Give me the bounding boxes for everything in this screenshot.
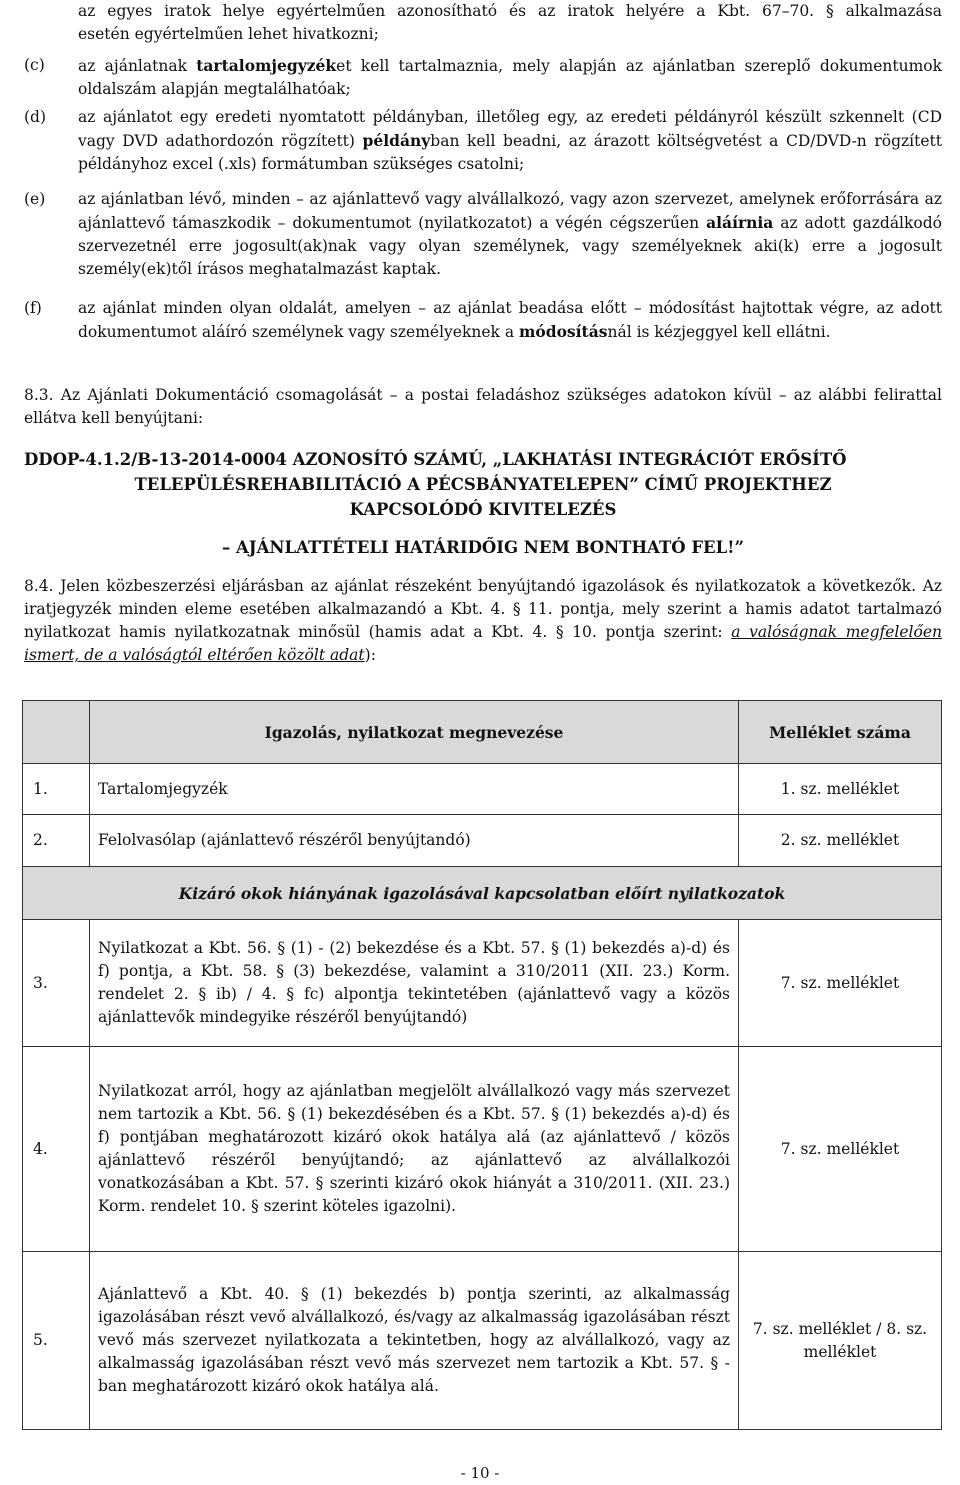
- package-label-line-3: KAPCSOLÓDÓ KIVITELEZÉS: [349, 500, 617, 519]
- table-header-row: [23, 701, 942, 764]
- table-cell-num: 3.: [23, 920, 90, 1047]
- table-cell-num: 1.: [23, 764, 90, 815]
- paragraph-8-3: 8.3. Az Ajánlati Dokumentáció csomagolását – a postai feladáshoz szükséges adatokon kívül – az alábbi felirattal ellátva kell benyújtani:: [24, 386, 942, 427]
- list-item-text: az ajánlatban lévő, minden – az ajánlattevő vagy alvállalkozó, vagy azon szervezet, amelynek erőforrására az ajánlattevő támaszkodik – dokumentumot (nyilatkozatot) a végén cégszerűen aláírnia az adott gazdálkodó szervezetnél erre jogosult(ak)nak vagy olyan személynek, vagy személyeknek aki(k) erre a jogosult személy(ek)től írásos meghatalmazást kaptak.: [78, 190, 942, 278]
- list-item-text: az ajánlatnak tartalomjegyzéket kell tartalmaznia, mely alapján az ajánlatban szereplő dokumentumok oldalszám alapján megtalálhatóak;: [78, 56, 943, 98]
- list-item-text: az ajánlatot egy eredeti nyomtatott példányban, illetőleg egy, az eredeti példányról készült szkennelt (CD vagy DVD adathordozón rögzített) példányban kell beadni, az árazott költségvetést a CD/DVD-n rögzített példányhoz excel (.xls) formátumban szükséges csatolni;: [78, 108, 943, 173]
- paragraph-8-4: 8.4. Jelen közbeszerzési eljárásban az ajánlat részeként benyújtandó igazolások és nyilatkozatok a következők. Az iratjegyzék minden eleme esetében alkalmazandó a Kbt. 4. § 11. pontja, mely szerint a hamis adatot tartalmazó nyilatkozat hamis nyilatkozatnak minősül (hamis adat a Kbt. 4. § 10. pontja szerint: a valóságnak megfelelően ismert, de a valóságtól eltérően közölt adat):: [24, 577, 942, 664]
- table-cell-name: Ajánlattevő a Kbt. 40. § (1) bekezdés b) pontja szerinti, az alkalmasság igazolásában részt vevő alvállalkozó, és/vagy az alkalmasság igazolásában részt vevő más szervezet nyilatkozata a tekintetben, hogy az alvállalkozó, vagy az alkalmasság igazolásában részt vevő más szervezet nem tartozik a Kbt. 57. § -ban meghatározott kizáró okok hatálya alá.: [90, 1252, 739, 1430]
- table-cell-ref: 2. sz. melléklet: [739, 815, 942, 867]
- table-row: [23, 815, 942, 867]
- table-section-row: [23, 867, 942, 920]
- table-row: [23, 1047, 942, 1252]
- paragraph-8-4-emphasis: a valóságnak megfelelően ismert, de a valóságtól eltérően közölt adat: [24, 623, 942, 664]
- table-row: [23, 764, 942, 815]
- list-item-d: [24, 106, 942, 176]
- table-cell-ref: 7. sz. melléklet: [739, 1047, 942, 1252]
- table-section-title: Kizáró okok hiányának igazolásával kapcsolatban előírt nyilatkozatok: [23, 867, 942, 920]
- intro-continuation: [78, 0, 942, 46]
- table-header-name: Igazolás, nyilatkozat megnevezése: [90, 701, 739, 764]
- table-cell-name: Nyilatkozat a Kbt. 56. § (1) - (2) bekezdése és a Kbt. 57. § (1) bekezdés a)-d) és f) pontja, a Kbt. 58. § (3) bekezdése, valamint a 310/2011 (XII. 23.) Korm. rendelet 2. § ib) / 4. § fc) alpontja tekintetében (ajánlattevő vagy a közös ajánlattevők mindegyike részéről benyújtandó): [90, 920, 739, 1047]
- table-cell-num: 4.: [23, 1047, 90, 1252]
- table-cell-name: Felolvasólap (ajánlattevő részéről benyújtandó): [90, 815, 739, 867]
- table-cell-name: Tartalomjegyzék: [90, 764, 739, 815]
- list-item-label: (f): [24, 299, 42, 317]
- table-header-ref: Melléklet száma: [739, 701, 942, 764]
- list-item-e: [24, 188, 942, 281]
- list-item-text: az ajánlat minden olyan oldalát, amelyen – az ajánlat beadása előtt – módosítást hajtottak végre, az adott dokumentumot aláíró személynek vagy személyeknek a módosításnál is kézjeggyel kell ellátni.: [78, 299, 942, 341]
- list-item-label: (c): [24, 56, 45, 74]
- intro-line-2: esetén egyértelműen lehet hivatkozni;: [78, 25, 379, 43]
- package-label-warning: – AJÁNLATTÉTELI HATÁRIDŐIG NEM BONTHATÓ FEL!”: [222, 538, 744, 557]
- table-cell-ref: 7. sz. melléklet: [739, 920, 942, 1047]
- table-cell-ref: 1. sz. melléklet: [739, 764, 942, 815]
- table-row: [23, 1252, 942, 1430]
- list-item-c: [24, 54, 942, 101]
- list-item-label: (e): [24, 190, 46, 208]
- table-cell-num: 2.: [23, 815, 90, 867]
- table-cell-num: 5.: [23, 1252, 90, 1430]
- table-cell-ref: 7. sz. melléklet / 8. sz. melléklet: [739, 1252, 942, 1430]
- table-row: [23, 920, 942, 1047]
- package-label-line-1: DDOP-4.1.2/B-13-2014-0004 AZONOSÍTÓ SZÁMÚ, „LAKHATÁSI INTEGRÁCIÓT ERŐSÍTŐ: [24, 450, 847, 469]
- list-item-f: [24, 297, 942, 344]
- table-header-num: [23, 701, 90, 764]
- intro-line-1: az egyes iratok helye egyértelműen azonosítható és az iratok helyére a Kbt. 67–70. § alkalmazása: [78, 2, 942, 20]
- documents-table: [22, 700, 942, 1430]
- table-cell-name: Nyilatkozat arról, hogy az ajánlatban megjelölt alvállalkozó vagy más szervezet nem tartozik a Kbt. 56. § (1) bekezdésében és a Kbt. 57. § (1) bekezdés a)-d) és f) pontjában meghatározott kizáró okok hatálya alá (az ajánlattevő / közös ajánlattevő részéről benyújtandó; az ajánlattevő az alvállalkozói vonatkozásában a Kbt. 57. § szerinti kizáró okok hiányát a 310/2011. (XII. 23.) Korm. rendelet 10. § szerint köteles igazolni).: [90, 1047, 739, 1252]
- package-label-line-2: TELEPÜLÉSREHABILITÁCIÓ A PÉCSBÁNYATELEPEN” CÍMŰ PROJEKTHEZ: [134, 475, 832, 494]
- list-item-label: (d): [24, 108, 47, 126]
- page-number: - 10 -: [460, 1464, 500, 1482]
